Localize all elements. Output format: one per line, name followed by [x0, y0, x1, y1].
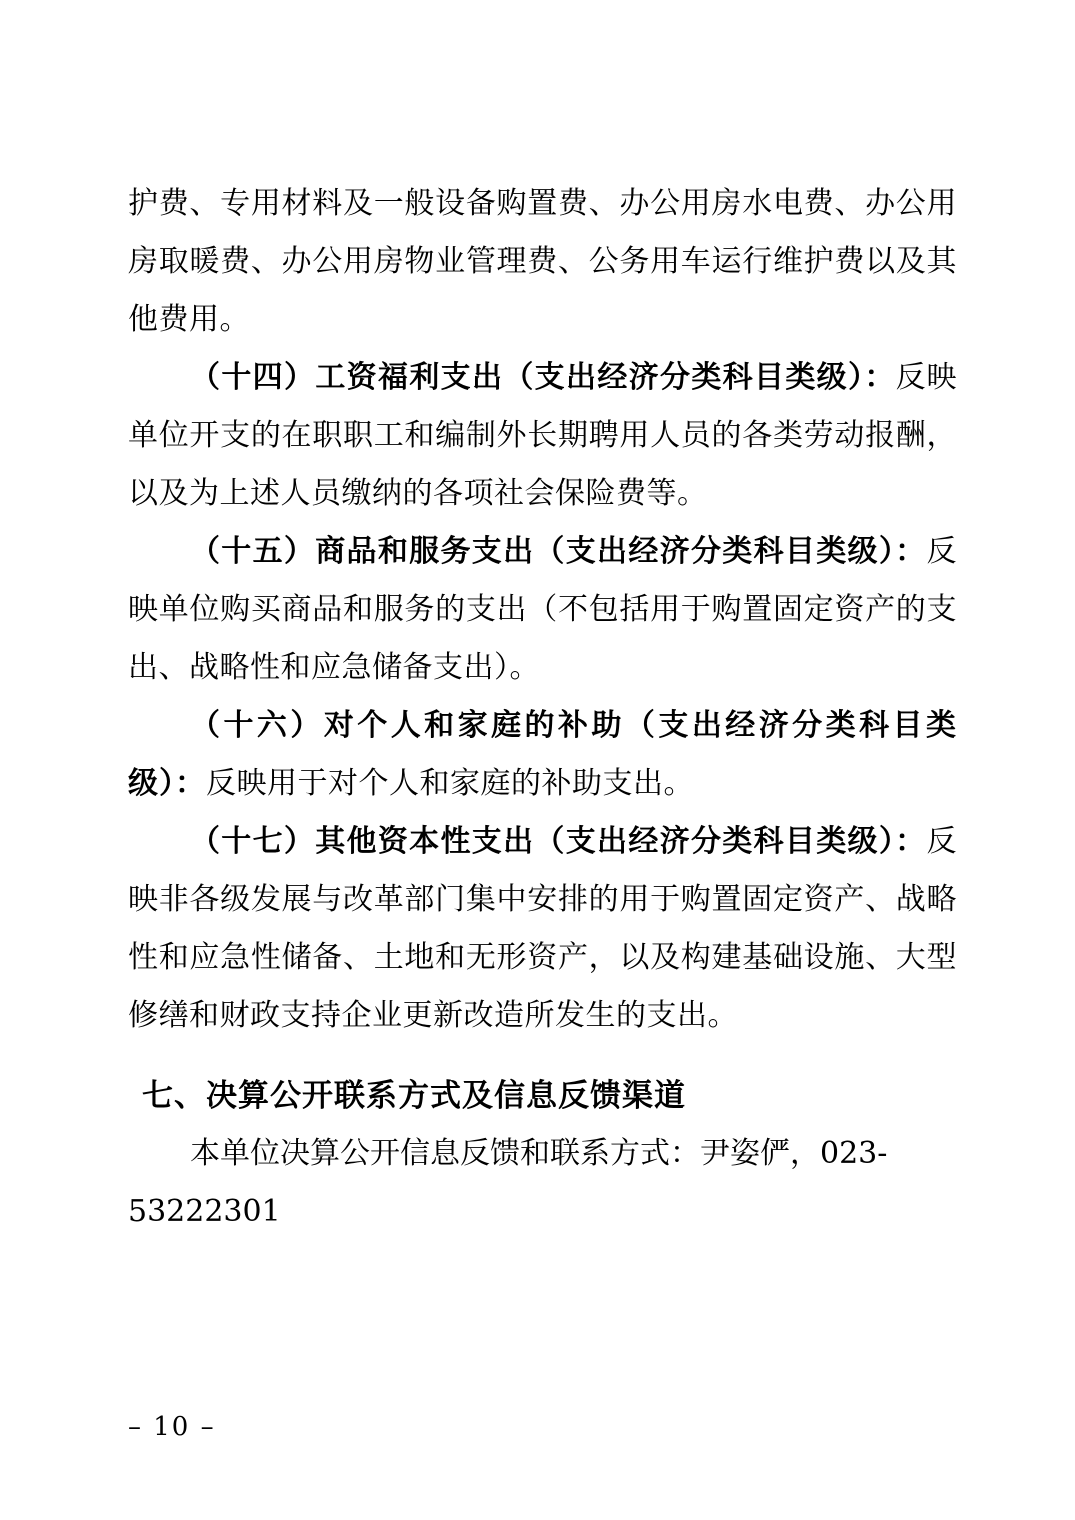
- paragraph-item-16-body: 反映用于对个人和家庭的补助支出。: [206, 766, 694, 801]
- paragraph-item-14-lead: （十四）工资福利支出（支出经济分类科目类级）：: [190, 360, 896, 395]
- paragraph-item-14: [128, 349, 957, 523]
- contact-information: 本单位决算公开信息反馈和联系方式：尹姿俨，023-53222301: [128, 1136, 888, 1229]
- paragraph-item-16-lead: （十六）对个人和家庭的补助（支出经济分类科目类级）：: [128, 708, 957, 801]
- paragraph-item-17-body: 反映非各级发展与改革部门集中安排的用于购置固定资产、战略性和应急性储备、土地和无形资产，以及构建基础设施、大型修缮和财政支持企业更新改造所发生的支出。: [128, 824, 957, 1033]
- paragraph-continued-expense-list: 护费、专用材料及一般设备购置费、办公用房水电费、办公用房取暖费、办公用房物业管理费、公务用车运行维护费以及其他费用。: [128, 186, 957, 337]
- page-number-footer: – 10 –: [128, 1412, 216, 1442]
- paragraph-item-17: [128, 813, 957, 1045]
- paragraph-item-15-body: 反映单位购买商品和服务的支出（不包括用于购置固定资产的支出、战略性和应急储备支出）。: [128, 534, 957, 685]
- paragraph-item-14-body: 反映单位开支的在职职工和编制外长期聘用人员的各类劳动报酬，以及为上述人员缴纳的各项社会保险费等。: [128, 360, 958, 511]
- section-heading-seven: 七、决算公开联系方式及信息反馈渠道: [142, 1078, 686, 1114]
- paragraph-item-15-lead: （十五）商品和服务支出（支出经济分类科目类级）：: [190, 534, 927, 569]
- paragraph-item-15: [128, 523, 957, 697]
- paragraph-item-17-lead: （十七）其他资本性支出（支出经济分类科目类级）：: [190, 824, 927, 859]
- paragraph-item-16: [128, 697, 957, 813]
